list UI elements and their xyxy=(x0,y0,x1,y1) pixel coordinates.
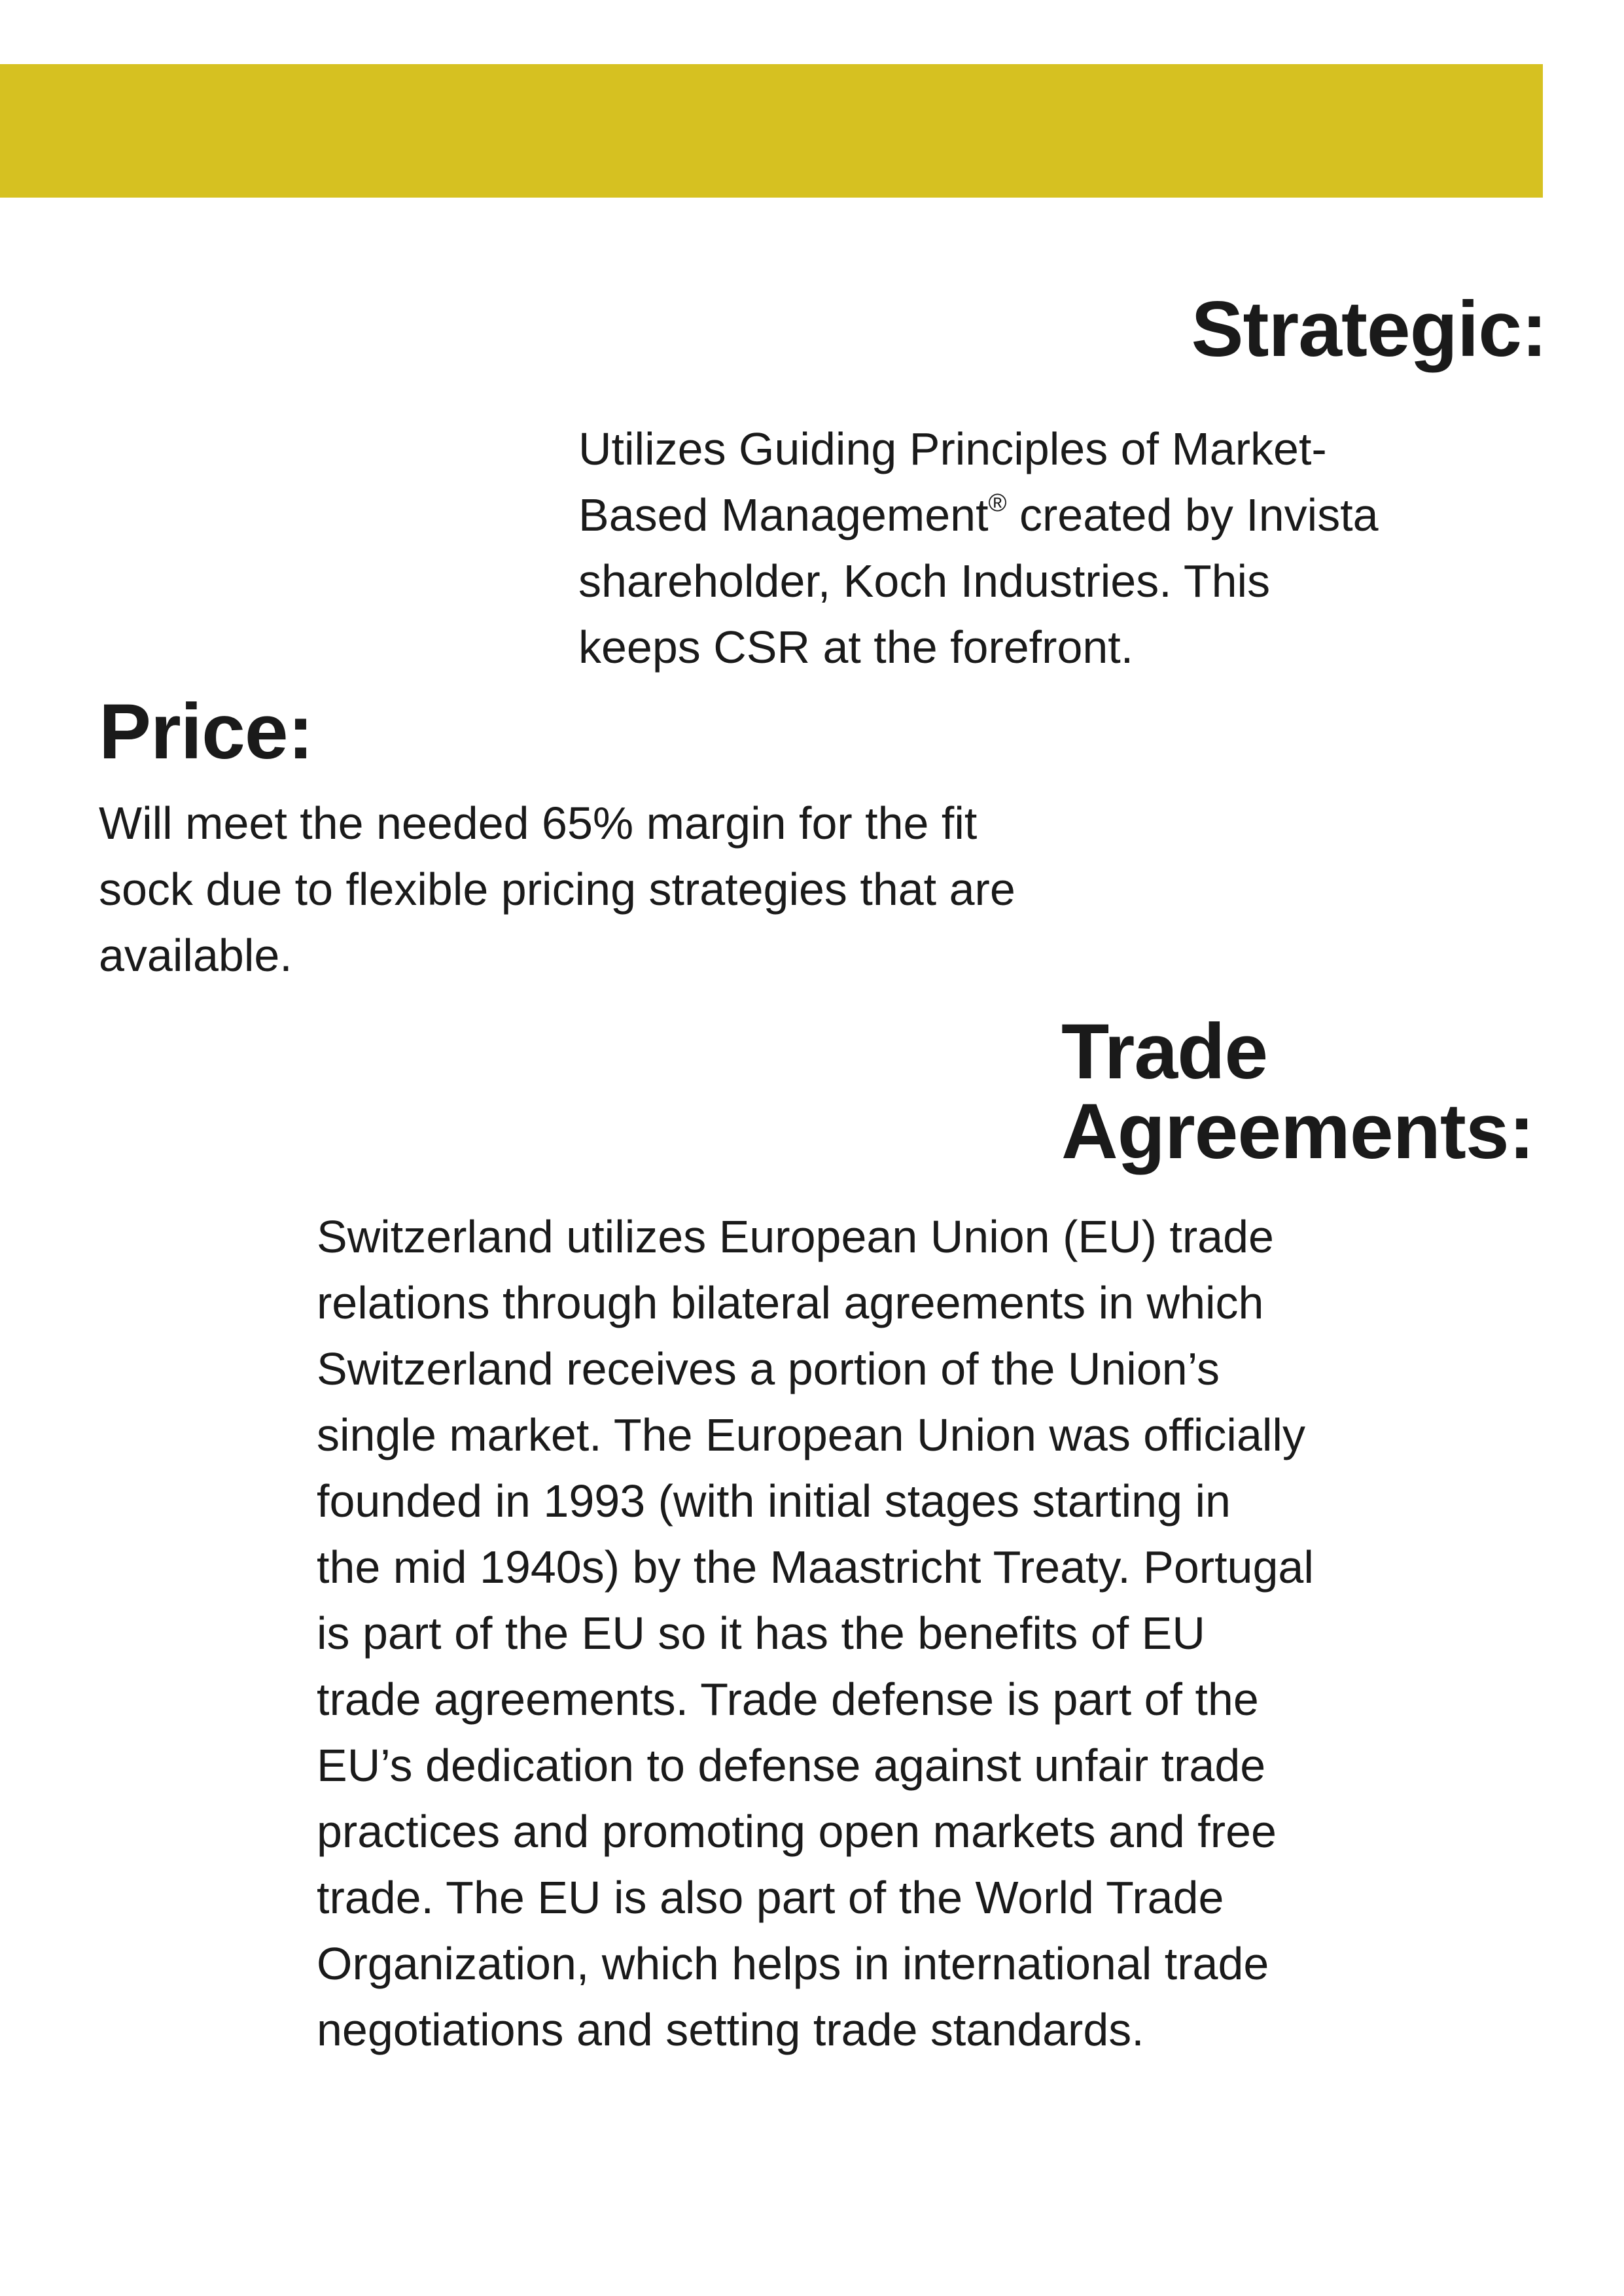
trade-line: is part of the EU so it has the benefits of EU xyxy=(317,1608,1205,1659)
price-line: available. xyxy=(99,930,292,981)
strategic-line: Based Management® created by Invista xyxy=(578,489,1379,540)
trade-agreements-heading xyxy=(1061,1008,1534,1175)
trade-line: single market. The European Union was officially xyxy=(317,1409,1305,1460)
strategic-line: Utilizes Guiding Principles of Market- xyxy=(578,423,1327,474)
trade-line: Switzerland utilizes European Union (EU) trade xyxy=(317,1211,1274,1262)
trade-line: practices and promoting open markets and free xyxy=(317,1806,1277,1857)
trade-line: negotiations and setting trade standards. xyxy=(317,2004,1144,2055)
registered-mark: ® xyxy=(988,489,1007,517)
price-heading: Price: xyxy=(99,688,313,775)
price-line: Will meet the needed 65% margin for the fit xyxy=(99,798,978,849)
strategic-heading: Strategic: xyxy=(1191,285,1547,373)
strategic-line: shareholder, Koch Industries. This xyxy=(578,556,1271,607)
trade-line: trade agreements. Trade defense is part of the xyxy=(317,1674,1259,1725)
trade-line: Switzerland receives a portion of the Union’s xyxy=(317,1343,1220,1394)
trade-line: Organization, which helps in international trade xyxy=(317,1938,1269,1989)
trade-heading-line: Agreements: xyxy=(1061,1087,1534,1175)
trade-line: relations through bilateral agreements in which xyxy=(317,1277,1264,1328)
header-accent-bar xyxy=(0,64,1543,198)
trade-agreements-paragraph xyxy=(317,1204,1547,2063)
price-paragraph xyxy=(99,790,1250,989)
trade-line: EU’s dedication to defense against unfair trade xyxy=(317,1740,1266,1791)
trade-line: founded in 1993 (with initial stages starting in xyxy=(317,1475,1231,1527)
strategic-paragraph xyxy=(578,416,1547,680)
trade-heading-line: Trade xyxy=(1061,1008,1268,1095)
price-line: sock due to flexible pricing strategies that are xyxy=(99,864,1015,915)
trade-line: the mid 1940s) by the Maastricht Treaty. Portugal xyxy=(317,1542,1314,1593)
trade-line: trade. The EU is also part of the World Trade xyxy=(317,1872,1224,1923)
strategic-line: keeps CSR at the forefront. xyxy=(578,622,1134,673)
